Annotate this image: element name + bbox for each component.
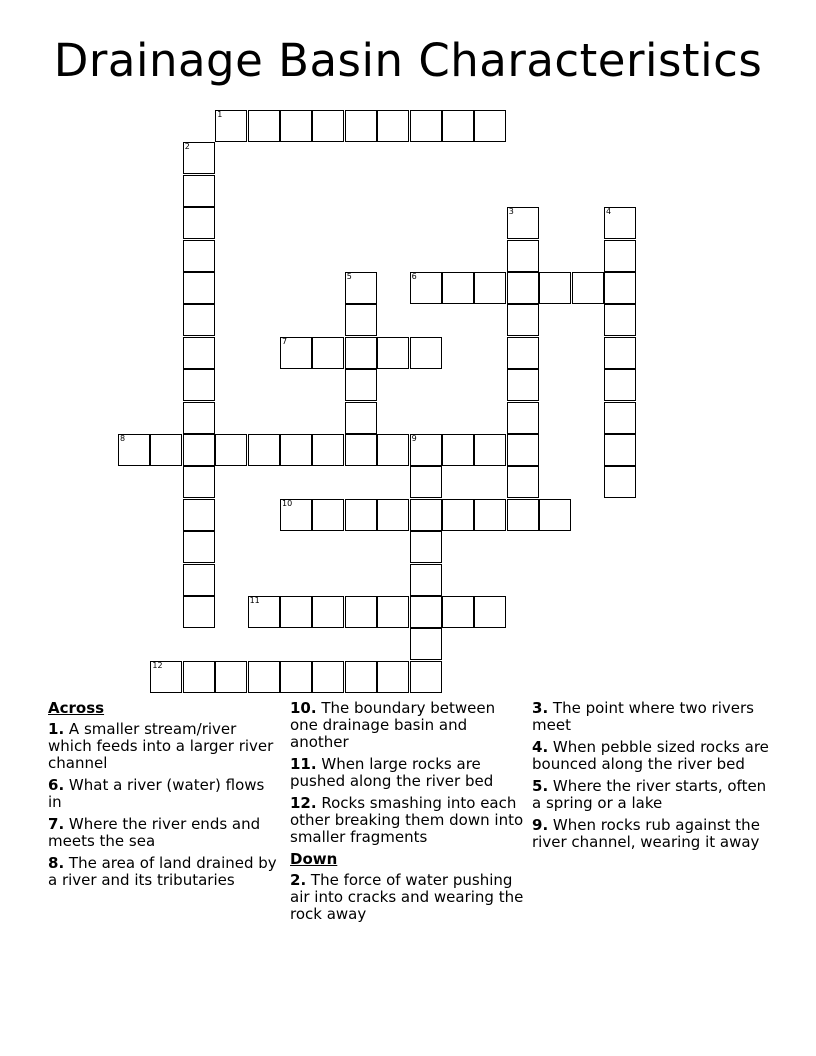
grid-cell[interactable]: [507, 466, 539, 498]
grid-cell[interactable]: [442, 499, 474, 531]
grid-cell[interactable]: [215, 434, 247, 466]
clue-number: 8: [120, 434, 126, 443]
grid-cell[interactable]: [345, 596, 377, 628]
clue-down-2: 2. The force of water pushing air into cracks and wearing the rock away: [290, 871, 524, 923]
grid-cell[interactable]: [377, 434, 409, 466]
grid-cell[interactable]: [507, 499, 539, 531]
clue-across-1: 1. A smaller stream/river which feeds into a larger river channel: [48, 720, 274, 772]
grid-cell[interactable]: [604, 337, 636, 369]
grid-cell[interactable]: [183, 240, 215, 272]
grid-cell[interactable]: [410, 661, 442, 693]
clue-down-4: 4. When pebble sized rocks are bounced along the river bed: [532, 738, 769, 773]
grid-cell[interactable]: [248, 596, 280, 628]
grid-cell[interactable]: [183, 369, 215, 401]
grid-cell[interactable]: [410, 434, 442, 466]
grid-cell[interactable]: [474, 499, 506, 531]
grid-cell[interactable]: [410, 466, 442, 498]
grid-cell[interactable]: [312, 434, 344, 466]
clue-down-3: 3. The point where two rivers meet: [532, 699, 754, 734]
clue-number: 11: [249, 596, 260, 605]
grid-cell[interactable]: [377, 110, 409, 142]
grid-cell[interactable]: [345, 337, 377, 369]
clue-number: 7: [282, 336, 288, 346]
grid-cell[interactable]: [345, 402, 377, 434]
grid-cell[interactable]: [183, 531, 215, 563]
grid-cell[interactable]: [312, 596, 344, 628]
clue-number: 6: [411, 272, 417, 281]
clues-column-2: [290, 700, 525, 928]
grid-cell[interactable]: [507, 207, 539, 239]
grid-cell[interactable]: [442, 272, 474, 304]
grid-cell[interactable]: [312, 661, 344, 693]
grid-cell[interactable]: [474, 434, 506, 466]
grid-cell[interactable]: [183, 499, 215, 531]
grid-cell[interactable]: [312, 337, 344, 369]
grid-cell[interactable]: [183, 142, 215, 174]
grid-cell[interactable]: [118, 434, 150, 466]
grid-cell[interactable]: [507, 337, 539, 369]
clue-number: 10: [282, 498, 293, 508]
grid-cell[interactable]: [604, 402, 636, 434]
grid-cell[interactable]: [410, 272, 442, 304]
clue-number: 12: [152, 660, 163, 670]
grid-cell[interactable]: [280, 110, 312, 142]
grid-cell[interactable]: [215, 110, 247, 142]
clue-across-7: 7. Where the river ends and meets the sea: [48, 815, 261, 850]
clue-down-9: 9. When rocks rub against the river channel, wearing it away: [532, 816, 760, 851]
grid-cell[interactable]: [345, 110, 377, 142]
grid-cell[interactable]: [183, 175, 215, 207]
grid-cell[interactable]: [604, 434, 636, 466]
grid-cell[interactable]: [410, 499, 442, 531]
grid-cell[interactable]: [280, 337, 312, 369]
grid-cell[interactable]: [248, 434, 280, 466]
grid-cell[interactable]: [377, 661, 409, 693]
clue-number: 5: [346, 272, 352, 281]
grid-cell[interactable]: [539, 272, 571, 304]
clue-number: 4: [606, 207, 612, 217]
grid-cell[interactable]: [507, 272, 539, 304]
grid-cell[interactable]: [604, 207, 636, 239]
grid-cell[interactable]: [183, 272, 215, 304]
clue-number: 2: [184, 142, 190, 152]
grid-cell[interactable]: [183, 402, 215, 434]
grid-cell[interactable]: [572, 272, 604, 304]
grid-cell[interactable]: [183, 564, 215, 596]
clue-across-6: 6. What a river (water) flows in: [48, 776, 265, 811]
grid-cell[interactable]: [442, 434, 474, 466]
grid-cell[interactable]: [604, 466, 636, 498]
grid-cell[interactable]: [345, 369, 377, 401]
clue-down-5: 5. Where the river starts, often a spring or a lake: [532, 777, 767, 812]
grid-cell[interactable]: [539, 499, 571, 531]
clue-number: 9: [411, 434, 417, 443]
grid-cell[interactable]: [507, 369, 539, 401]
across-heading: Across: [48, 699, 105, 717]
down-heading: Down: [290, 850, 338, 868]
grid-cell[interactable]: [474, 272, 506, 304]
grid-cell[interactable]: [604, 369, 636, 401]
grid-cell[interactable]: [410, 337, 442, 369]
clue-number: 1: [217, 110, 223, 119]
grid-cell[interactable]: [183, 304, 215, 336]
grid-cell[interactable]: [215, 661, 247, 693]
grid-cell[interactable]: [183, 466, 215, 498]
grid-cell[interactable]: [183, 596, 215, 628]
grid-cell[interactable]: [183, 337, 215, 369]
grid-cell[interactable]: [280, 596, 312, 628]
grid-cell[interactable]: [248, 110, 280, 142]
grid-cell[interactable]: [507, 402, 539, 434]
grid-cell[interactable]: [345, 661, 377, 693]
grid-cell[interactable]: [312, 110, 344, 142]
grid-cell[interactable]: [474, 110, 506, 142]
grid-cell[interactable]: [312, 499, 344, 531]
clue-across-8: 8. The area of land drained by a river and its tributaries: [48, 854, 277, 889]
grid-cell[interactable]: [345, 304, 377, 336]
grid-cell[interactable]: [150, 434, 182, 466]
grid-cell[interactable]: [248, 661, 280, 693]
clues-column-1: [48, 700, 278, 894]
clue-across-11: 11. When large rocks are pushed along the river bed: [290, 755, 494, 790]
grid-cell[interactable]: [377, 499, 409, 531]
grid-cell[interactable]: [442, 596, 474, 628]
grid-cell[interactable]: [345, 499, 377, 531]
grid-cell[interactable]: [183, 207, 215, 239]
grid-cell[interactable]: [604, 272, 636, 304]
puzzle-title: Drainage Basin Characteristics: [53, 34, 763, 87]
grid-cell[interactable]: [604, 304, 636, 336]
grid-cell[interactable]: [410, 596, 442, 628]
grid-cell[interactable]: [474, 596, 506, 628]
grid-cell[interactable]: [410, 531, 442, 563]
clues-column-3: [532, 700, 772, 856]
grid-cell[interactable]: [150, 661, 182, 693]
grid-cell[interactable]: [345, 434, 377, 466]
grid-cell[interactable]: [280, 499, 312, 531]
grid-cell[interactable]: [507, 304, 539, 336]
grid-cell[interactable]: [280, 661, 312, 693]
grid-cell[interactable]: [410, 564, 442, 596]
grid-cell[interactable]: [410, 110, 442, 142]
grid-cell[interactable]: [345, 272, 377, 304]
grid-cell[interactable]: [183, 434, 215, 466]
grid-cell[interactable]: [442, 110, 474, 142]
clue-across-10: 10. The boundary between one drainage basin and another: [290, 699, 496, 751]
grid-cell[interactable]: [377, 596, 409, 628]
grid-cell[interactable]: [604, 240, 636, 272]
grid-cell[interactable]: [183, 661, 215, 693]
grid-cell[interactable]: [507, 240, 539, 272]
clue-number: 3: [508, 207, 514, 217]
clue-across-12: 12. Rocks smashing into each other breaking them down into smaller fragments: [290, 794, 524, 846]
grid-cell[interactable]: [507, 434, 539, 466]
grid-cell[interactable]: [410, 628, 442, 660]
grid-cell[interactable]: [377, 337, 409, 369]
grid-cell[interactable]: [280, 434, 312, 466]
